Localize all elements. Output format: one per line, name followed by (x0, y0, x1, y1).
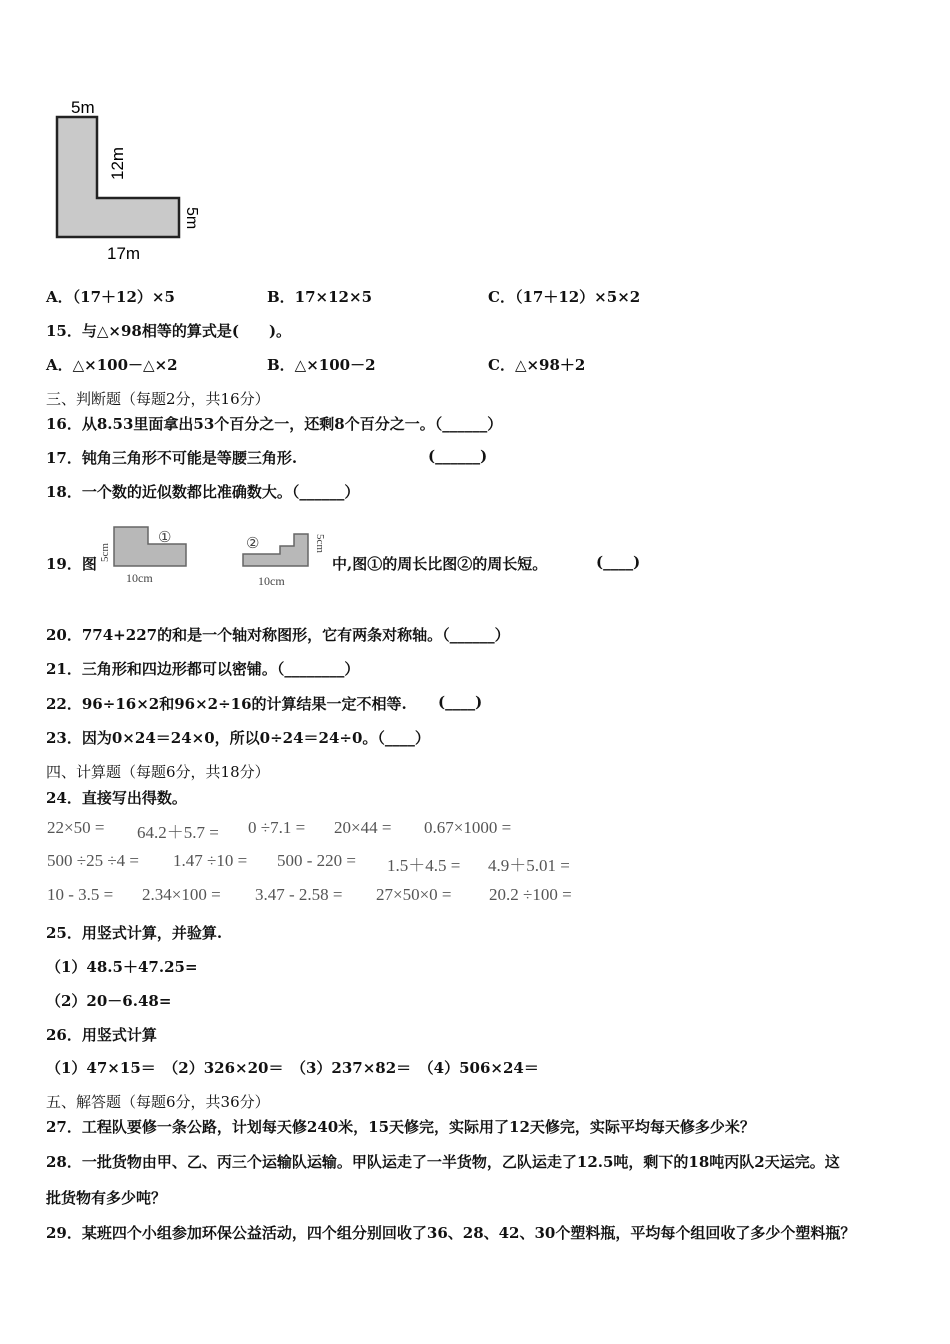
q14-option-b: B．17×12×5 (267, 288, 373, 306)
q17: 17．钝角三角形不可能是等腰三角形. (46, 449, 298, 467)
q21: 21．三角形和四边形都可以密铺。（________） (46, 660, 360, 678)
q17-blank: (______) (428, 447, 488, 465)
calc-item: 22×50 = (47, 818, 105, 837)
q28-line-2: 批货物有多少吨？ (46, 1189, 167, 1207)
q25-part-1: （1）48.5＋47.25= (46, 958, 198, 976)
l-top-label: 5m (71, 98, 95, 117)
q25-part-2: （2）20－6.48= (46, 992, 172, 1010)
q15-option-c: C．△×98＋2 (488, 356, 586, 374)
q20: 20．774+227的和是一个轴对称图形，它有两条对称轴。（______） (46, 626, 510, 644)
calc-item: 27×50×0 = (376, 885, 452, 904)
q15-option-a: A．△×100－△×2 (46, 356, 178, 374)
figure-1-shape (114, 527, 186, 566)
calc-item: 0.67×1000 = (424, 818, 512, 837)
calc-item: 64.2＋5.7 = (137, 823, 219, 842)
q18: 18．一个数的近似数都比准确数大。（______） (46, 483, 360, 501)
q19-blank: (____) (596, 553, 641, 571)
l-side-label: 12m (108, 146, 127, 180)
calc-item: 1.47 ÷10 = (173, 851, 248, 870)
calc-item: 2.34×100 = (142, 885, 221, 904)
figure-1-number: ① (158, 528, 172, 546)
figure-1-side-label: 5cm (99, 543, 111, 562)
figure-2-bottom-label: 10cm (258, 574, 285, 588)
q14-option-a: A．（17＋12）×5 (46, 288, 175, 306)
q19-figure-1 (96, 522, 196, 588)
calc-item: 3.47 - 2.58 = (255, 885, 343, 904)
l-shape-figure (45, 95, 215, 270)
q15-stem: 15．与△×98相等的算式是( )。 (46, 322, 292, 340)
q15-option-b: B．△×100－2 (267, 356, 376, 374)
calc-item: 20.2 ÷100 = (489, 885, 572, 904)
q19-prefix: 19．图 (46, 555, 97, 573)
calc-item: 500 - 220 = (277, 851, 356, 870)
figure-2-number: ② (246, 534, 260, 552)
q24-stem: 24．直接写出得数。 (46, 789, 187, 807)
q19-suffix: 中,图①的周长比图②的周长短。 (332, 555, 548, 573)
calc-item: 0 ÷7.1 = (248, 818, 306, 837)
calc-item: 20×44 = (334, 818, 392, 837)
q22: 22．96÷16×2和96×2÷16的计算结果一定不相等. (46, 695, 407, 713)
section-3-heading: 三、判断题（每题2分，共16分） (46, 390, 270, 408)
q19-figure-2 (238, 528, 333, 592)
q16: 16．从8.53里面拿出53个百分之一，还剩8个百分之一。（______） (46, 415, 503, 433)
section-5-heading: 五、解答题（每题6分，共36分） (46, 1093, 270, 1111)
q25-stem: 25．用竖式计算，并验算. (46, 924, 223, 942)
q28-line-1: 28．一批货物由甲、乙、丙三个运输队运输。甲队运走了一半货物，乙队运走了12.5吨，剩下的18吨丙队2天运完。这 (46, 1153, 840, 1171)
calc-item: 10 - 3.5 = (47, 885, 114, 904)
q22-blank: (____) (438, 693, 483, 711)
q27: 27．工程队要修一条公路，计划每天修240米，15天修完，实际用了12天修完，实际平均每天修多少米？ (46, 1118, 755, 1136)
q26-stem: 26．用竖式计算 (46, 1026, 157, 1044)
l-right-label: 5m (183, 207, 200, 230)
calc-item: 500 ÷25 ÷4 = (47, 851, 139, 870)
calc-item: 1.5＋4.5 = (387, 856, 461, 875)
q29: 29．某班四个小组参加环保公益活动，四个组分别回收了36、28、42、30个塑料瓶，平均每个组回收了多少个塑料瓶？ (46, 1224, 856, 1242)
figure-1-bottom-label: 10cm (126, 571, 153, 585)
l-bottom-label: 17m (107, 244, 141, 263)
section-4-heading: 四、计算题（每题6分，共18分） (46, 763, 270, 781)
q23: 23．因为0×24＝24×0，所以0÷24＝24÷0。（____） (46, 729, 430, 747)
figure-2-side-label: 5cm (314, 534, 326, 553)
q14-option-c: C．（17＋12）×5×2 (488, 288, 641, 306)
calc-item: 4.9＋5.01 = (488, 856, 570, 875)
q26-parts: （1）47×15＝ （2）326×20＝ （3）237×82＝ （4）506×24＝ (46, 1059, 539, 1077)
